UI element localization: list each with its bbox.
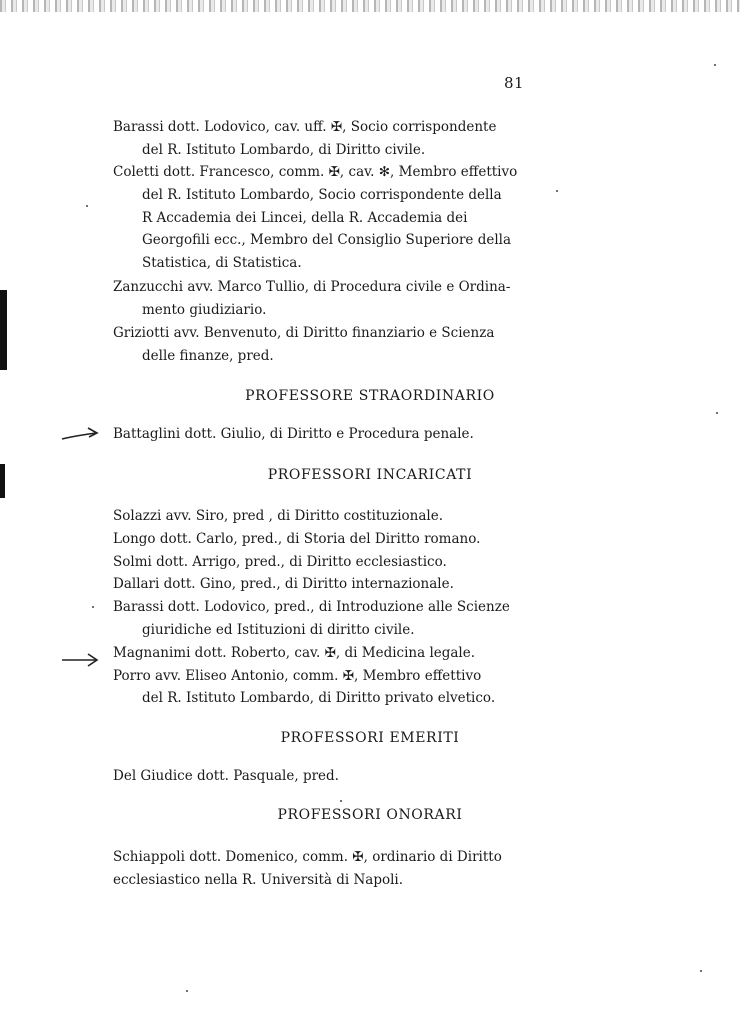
entry-line: ecclesiastico nella R. Università di Napoli. [113,871,404,888]
scan-speck [92,606,94,608]
section-heading-straordinario: PROFESSORE STRAORDINARIO [245,388,495,404]
scan-speck [340,800,342,802]
entry-zanzucchi [113,276,543,322]
entry-line: giuridiche ed Istituzioni di diritto civile. [142,621,415,638]
entry-coletti [113,161,543,275]
entry-line: mento giudiziario. [142,301,267,318]
entry-line: Solazzi avv. Siro, pred , di Diritto costituzionale. [113,508,443,524]
entry-line: Battaglini dott. Giulio, di Diritto e Procedura penale. [113,426,474,442]
entry-line: Longo dott. Carlo, pred., di Storia del Diritto romano. [113,530,481,547]
section-heading-incaricati: PROFESSORI INCARICATI [267,467,473,483]
entry-line: Dallari dott. Gino, pred., di Diritto internazionale. [113,576,454,593]
scan-speck [700,970,702,972]
entry-line: Solmi dott. Arrigo, pred., di Diritto ecclesiastico. [113,553,447,570]
entry-line: Schiappoli dott. Domenico, comm. ✠, ordinario di Diritto [113,849,502,865]
entry-line: delle finanze, pred. [142,347,274,364]
entry-line: Zanzucchi avv. Marco Tullio, di Procedura civile e Ordina- [113,279,511,295]
entry-del-giudice [113,765,543,788]
entry-barassi [113,116,543,162]
page-number: 81 [504,74,525,92]
entry-schiappoli [113,846,543,892]
entry-line: Coletti dott. Francesco, comm. ✠, cav. ✻, Membro effettivo [113,164,518,180]
entry-battaglini [113,423,543,446]
entry-line: Statistica, di Statistica. [142,255,302,272]
entry-line: R Accademia dei Lincei, della R. Accademia dei [142,209,468,226]
entry-griziotti [113,322,543,368]
section-heading-onorari: PROFESSORI ONORARI [277,807,463,823]
entry-list-incaricati [113,505,543,710]
entry-line: Griziotti avv. Benvenuto, di Diritto finanziario e Scienza [113,325,495,341]
entry-line: del R. Istituto Lombardo, Socio corrispondente della [142,186,502,203]
scan-speck [556,190,558,192]
scan-speck [186,990,188,992]
entry-line: Porro avv. Eliseo Antonio, comm. ✠, Membro effettivo [113,667,482,684]
scan-speck [716,412,718,414]
entry-line: del R. Istituto Lombardo, di Diritto civile. [142,141,426,158]
entry-line: del R. Istituto Lombardo, di Diritto privato elvetico. [142,690,496,707]
entry-line: Georgofili ecc., Membro del Consiglio Superiore della [142,232,512,249]
entry-line: Barassi dott. Lodovico, cav. uff. ✠, Socio corrispondente [113,119,497,135]
entry-line: Del Giudice dott. Pasquale, pred. [113,768,339,784]
arrow-mark-icon [60,424,100,444]
scan-top-edge [0,0,740,12]
scan-speck [714,64,716,66]
entry-line: Barassi dott. Lodovico, pred., di Introduzione alle Scienze [113,599,510,616]
entry-line: Magnanimi dott. Roberto, cav. ✠, di Medicina legale. [113,644,476,661]
section-heading-emeriti: PROFESSORI EMERITI [280,730,460,746]
scan-left-edge [0,290,7,370]
arrow-mark-icon [60,650,100,670]
scan-speck [86,205,88,207]
